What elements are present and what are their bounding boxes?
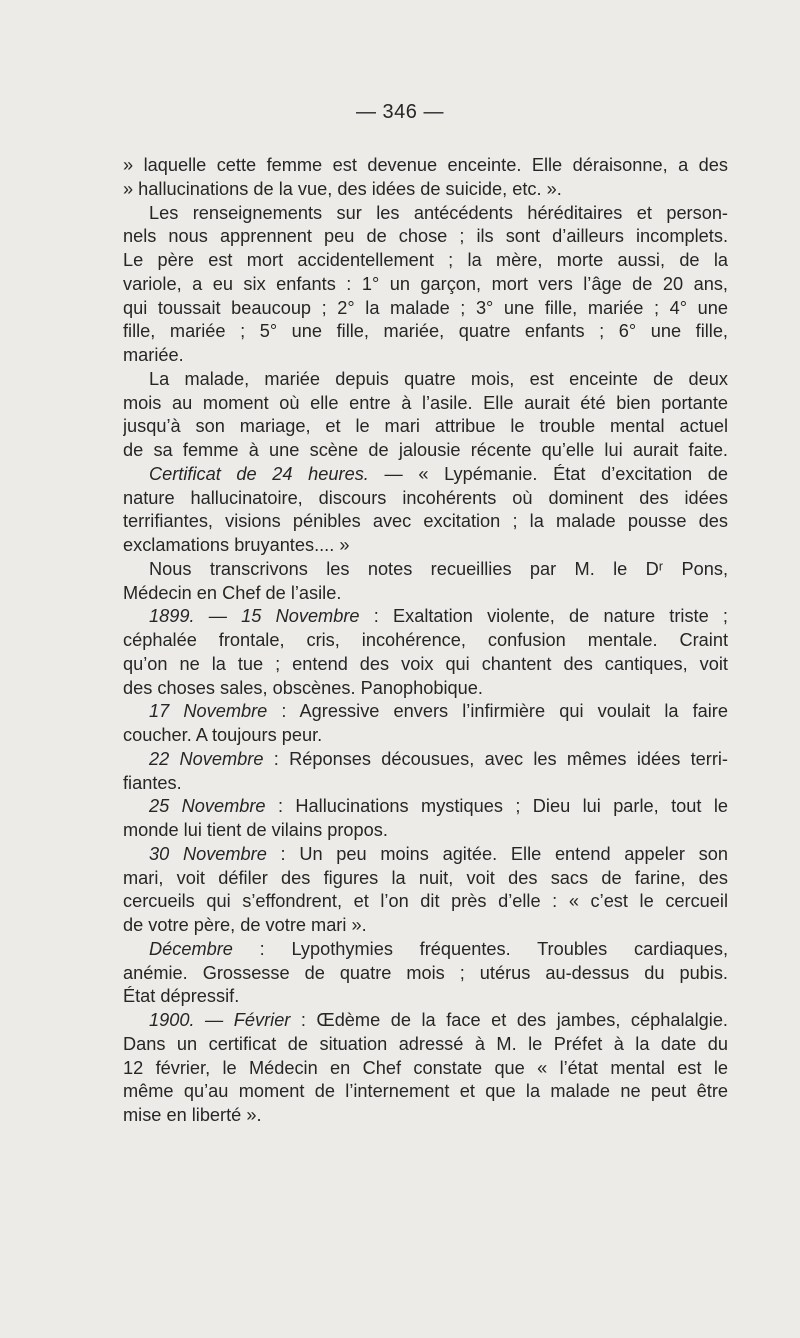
text-line: La malade, mariée depuis quatre mois, est enceinte de deux <box>149 368 728 389</box>
text-line: Les renseignements sur les antécédents héréditaires et person- <box>149 202 728 223</box>
text-line <box>123 605 728 629</box>
text-line: céphalée frontale, cris, incohérence, confusion mentale. Craint <box>123 630 728 650</box>
text-line: État dépressif. <box>123 986 240 1007</box>
text-line <box>123 1009 728 1033</box>
text-line: Nous transcrivons les notes recueillies par M. le Dʳ Pons, <box>149 558 728 579</box>
text-line: cercueils qui s’effondrent, et l’on dit près d’elle : « c’est le cercueil <box>123 891 728 912</box>
text-line: mari, voit défiler des figures la nuit, voit des sacs de farine, des <box>123 867 728 888</box>
text-line: même qu’au moment de l’internement et que la malade ne peut être <box>123 1081 728 1102</box>
italic-heading: 22 Novembre <box>149 748 264 769</box>
text-line: jusqu’à son mariage, et le mari attribue le trouble mental actuel <box>123 416 728 437</box>
text-line: mois au moment où elle entre à l’asile. Elle aurait été bien portante <box>123 392 728 413</box>
page-number: — 346 — <box>356 101 444 123</box>
italic-heading: 30 Novembre <box>149 843 267 864</box>
italic-heading: 25 Novembre <box>149 796 266 817</box>
text-line: Dans un certificat de situation adressé à M. le Préfet à la date du <box>123 1033 728 1054</box>
body-text <box>123 154 728 1128</box>
italic-heading: Certificat de 24 heures. <box>149 463 369 484</box>
text-line <box>123 463 728 487</box>
text-line: de sa femme à une scène de jalousie récente qu’elle lui aurait faite. <box>123 440 728 460</box>
text-line: » laquelle cette femme est devenue enceinte. Elle déraisonne, a des <box>123 155 728 175</box>
text-line: des choses sales, obscènes. Panophobique. <box>123 677 483 698</box>
text-line <box>123 795 728 819</box>
line-text: — « Lypémanie. État d’excitation de <box>368 463 728 484</box>
text-line: terrifiantes, visions pénibles avec excitation ; la malade pousse des <box>123 511 728 532</box>
text-line: qu’on ne la tue ; entend des voix qui chantent des cantiques, voit <box>123 653 728 674</box>
text-line: qui toussait beaucoup ; 2° la malade ; 3° une fille, mariée ; 4° une <box>123 297 728 318</box>
text-line: monde lui tient de vilains propos. <box>123 820 388 840</box>
text-line: mariée. <box>123 345 184 365</box>
text-line: exclamations bruyantes.... » <box>123 535 350 555</box>
line-text: : Agressive envers l’infirmière qui voulait la faire <box>267 701 728 722</box>
line-text: : Hallucinations mystiques ; Dieu lui parle, tout le <box>265 796 728 817</box>
text-line: 12 février, le Médecin en Chef constate que « l’état mental est le <box>123 1057 728 1078</box>
italic-heading: 1900. — Février <box>149 1010 291 1030</box>
text-line: mise en liberté ». <box>123 1105 262 1125</box>
text-line: fille, mariée ; 5° une fille, mariée, quatre enfants ; 6° une fille, <box>123 321 728 342</box>
line-text: : Un peu moins agitée. Elle entend appeler son <box>266 843 728 864</box>
text-line: nels nous apprennent peu de chose ; ils sont d’ailleurs incomplets. <box>123 226 728 247</box>
text-line <box>123 843 728 867</box>
line-text: : Œdème de la face et des jambes, céphalalgie. <box>290 1010 728 1030</box>
italic-heading: 1899. — 15 Novembre <box>149 606 360 627</box>
text-line: anémie. Grossesse de quatre mois ; utérus au-dessus du pubis. <box>123 962 728 983</box>
text-line <box>123 938 728 962</box>
text-line: fiantes. <box>123 772 182 793</box>
italic-heading: 17 Novembre <box>149 701 268 722</box>
text-line: coucher. A toujours peur. <box>123 725 323 745</box>
line-text: : Exaltation violente, de nature triste ; <box>359 606 728 627</box>
text-line <box>123 748 728 772</box>
text-line <box>123 700 728 724</box>
text-line: nature hallucinatoire, discours incohérents où dominent des idées <box>123 487 728 508</box>
text-line: Médecin en Chef de l’asile. <box>123 582 342 603</box>
text-line: Le père est mort accidentellement ; la mère, morte aussi, de la <box>123 250 728 270</box>
text-line: de votre père, de votre mari ». <box>123 915 367 935</box>
text-line: variole, a eu six enfants : 1° un garçon, mort vers l’âge de 20 ans, <box>123 273 728 294</box>
line-text: : Réponses décousues, avec les mêmes idées terri- <box>263 748 728 769</box>
line-text: : Lypothymies fréquentes. Troubles cardiaques, <box>232 938 728 959</box>
text-line: » hallucinations de la vue, des idées de suicide, etc. ». <box>123 178 562 199</box>
italic-heading: Décembre <box>149 938 233 959</box>
